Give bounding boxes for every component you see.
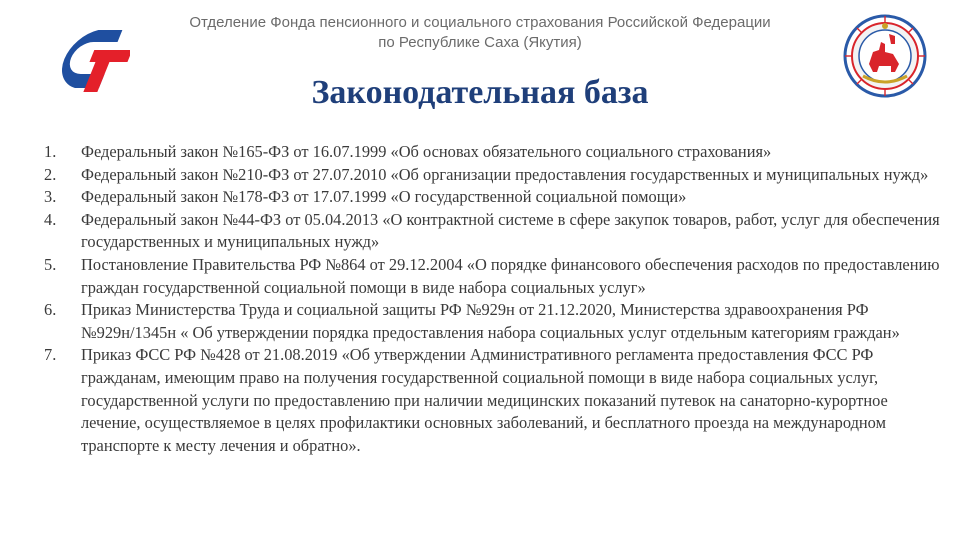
list-item-text: Приказ ФСС РФ №428 от 21.08.2019 «Об утверждении Административного регламента предоставления ФСС РФ гражданам, имеющим право на получения государственной социальной помощи в виде набора социальных услуг, государственной услуги по предоставлению при наличии медицинских показаний путевок на санаторно-курортное лечение, осуществляемое в целях профилактики основных заболеваний, и бесплатного проезда на международном транспорте к месту лечения и обратно». (81, 345, 888, 455)
list-item-number: 1. (44, 142, 57, 161)
list-item (44, 254, 944, 299)
list-item (44, 209, 944, 254)
list-item (44, 344, 944, 457)
list-item-number: 4. (44, 209, 57, 229)
list-item-number: 2. (44, 164, 57, 184)
list-item (44, 299, 944, 344)
list-item-number: 7. (44, 345, 57, 365)
list-item-text: Федеральный закон №165-ФЗ от 16.07.1999 «Об основах обязательного социального страхования» (81, 142, 772, 161)
law-list (44, 141, 944, 457)
list-item-text: Приказ Министерства Труда и социальной защиты РФ №929н от 21.12.2020, Министерства здравоохранения РФ №929н/1345н « Об утверждении порядка предоставления набора социальных услуг отдельным категориям граждан» (81, 300, 900, 342)
list-item-number: 5. (44, 254, 57, 274)
list-item (44, 164, 944, 187)
organization-name-line-1: Отделение Фонда пенсионного и социального страхования Российской Федерации (189, 14, 771, 31)
list-item (44, 186, 944, 209)
sakha-emblem-icon (833, 14, 937, 98)
sfr-logo-icon (38, 26, 130, 96)
list-item-text: Постановление Правительства РФ №864 от 29.12.2004 «О порядке финансового обеспечения расходов по предоставлению граждан государственной социальной помощи в виде набора социальных услуг» (81, 254, 940, 297)
list-item (44, 141, 944, 164)
list-item-text: Федеральный закон №210-ФЗ от 27.07.2010 «Об организации предоставления государственных и муниципальных нужд» (81, 164, 929, 184)
list-item-text: Федеральный закон №178-ФЗ от 17.07.1999 «О государственной социальной помощи» (81, 187, 687, 207)
organization-name (160, 13, 800, 53)
list-item-text: Федеральный закон №44-ФЗ от 05.04.2013 «О контрактной системе в сфере закупок товаров, работ, услуг для обеспечения государственных и муниципальных нужд» (81, 209, 940, 252)
organization-name-line-2: по Республике Саха (Якутия) (378, 34, 582, 51)
page-title: Законодательная база (311, 74, 649, 111)
list-item-number: 3. (44, 187, 57, 207)
list-item-number: 6. (44, 300, 57, 320)
